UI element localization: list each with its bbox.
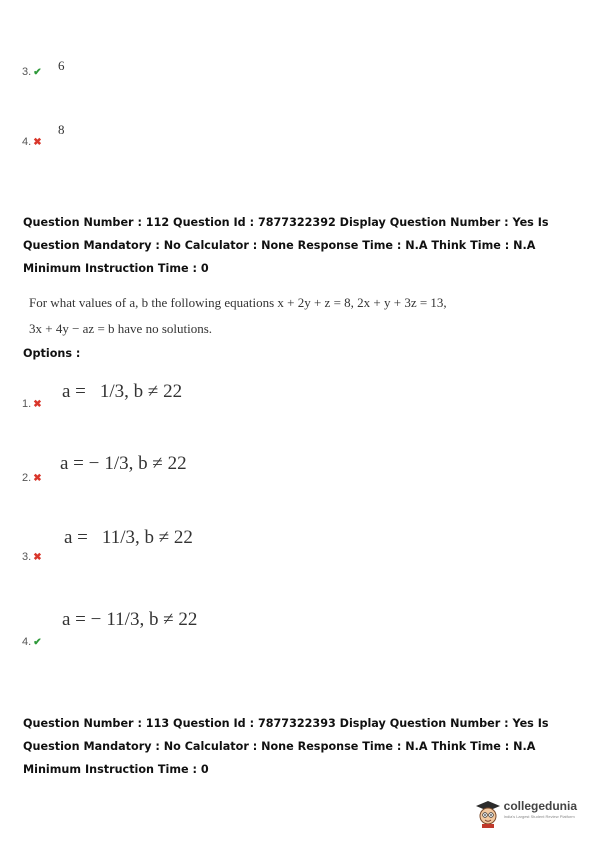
cross-icon: ✖ — [33, 473, 42, 484]
prev-option-3-value: 6 — [58, 58, 65, 73]
option-3-lhs: a = — [64, 527, 88, 548]
option-1-content — [62, 381, 182, 403]
option-1-lhs: a = — [62, 381, 86, 402]
prev-option-4-value: 8 — [58, 122, 65, 137]
option-2-number: 2. ✖ — [22, 472, 42, 484]
question-112-text — [29, 290, 469, 342]
option-2-rhs: 1/3, b ≠ 22 — [104, 453, 187, 474]
check-icon: ✔ — [33, 67, 42, 78]
option-2-content — [60, 453, 187, 475]
prev-option-4-number: 4. ✖ — [22, 136, 42, 148]
prev-option-3-number: 3. ✔ — [22, 66, 42, 78]
option-3-number: 3. ✖ — [22, 551, 42, 563]
option-4-number: 4. ✔ — [22, 636, 42, 648]
question-text-line-2: 3x + 4y − az = b have no solutions. — [29, 321, 213, 336]
question-112-header: Question Number : 112 Question Id : 7877322392 Display Question Number : Yes Is Question Mandatory : No Calculator : None Response Time : N.A Think Time : N.A Minimum Instruction Time : 0 — [23, 216, 549, 275]
option-4-content — [62, 609, 197, 631]
logo-tagline: India's Largest Student Review Platform — [503, 814, 575, 819]
option-4-lhs: a = − — [62, 609, 102, 630]
option-3-content — [64, 527, 193, 549]
graduate-mascot-icon — [475, 800, 501, 828]
check-icon: ✔ — [33, 637, 42, 648]
option-2-lhs: a = − — [60, 453, 100, 474]
question-text-line-1: For what values of a, b the following equations x + 2y + z = 8, 2x + y + 3z = 13, — [29, 295, 447, 310]
cross-icon: ✖ — [33, 137, 42, 148]
option-4-rhs: 11/3, b ≠ 22 — [106, 609, 198, 630]
collegedunia-logo — [475, 800, 577, 828]
logo-name: collegedunia — [503, 799, 577, 813]
cross-icon: ✖ — [33, 399, 42, 410]
option-1-rhs: 1/3, b ≠ 22 — [99, 381, 183, 402]
options-label: Options : — [23, 347, 81, 360]
option-3-rhs: 11/3, b ≠ 22 — [101, 527, 193, 548]
cross-icon: ✖ — [33, 552, 42, 563]
question-113-header: Question Number : 113 Question Id : 7877322393 Display Question Number : Yes Is Question Mandatory : No Calculator : None Response Time : N.A Think Time : N.A Minimum Instruction Time : 0 — [23, 717, 549, 776]
option-1-number: 1. ✖ — [22, 398, 42, 410]
